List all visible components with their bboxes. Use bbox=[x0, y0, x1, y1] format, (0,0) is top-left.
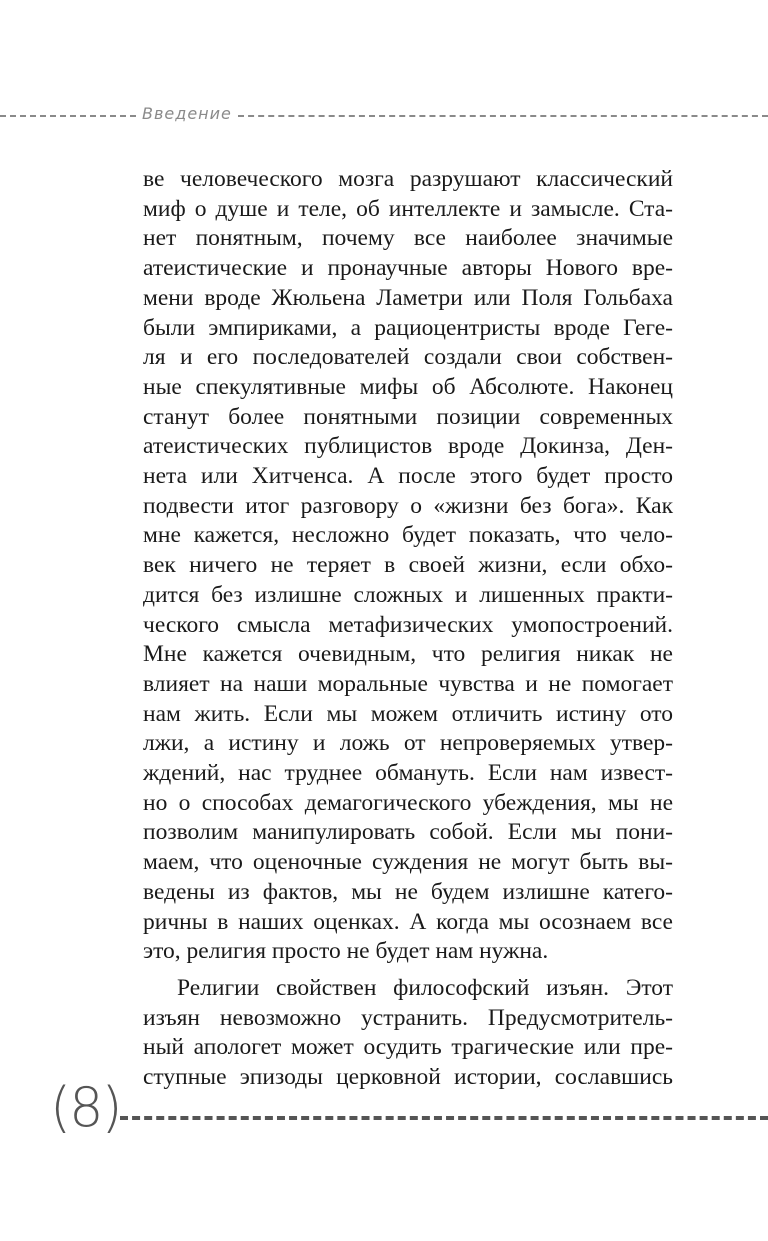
text-line: ля и его последователей создали свои собствен- bbox=[143, 344, 673, 371]
page-number-value: 8 bbox=[69, 1076, 102, 1139]
body-text bbox=[143, 165, 673, 1093]
text-line: ве человеческого мозга разрушают классический bbox=[143, 166, 673, 192]
text-line: ждений, нас труднее обмануть. Если нам извест- bbox=[143, 760, 673, 787]
text-line: атеистические и пронаучные авторы Нового вре- bbox=[143, 255, 673, 282]
text-line: влияет на наши моральные чувства и не помогает bbox=[143, 670, 673, 697]
text-line: дится без излишне сложных и лишенных практи- bbox=[143, 581, 673, 608]
text-line: мне кажется, несложно будет показать, что чело- bbox=[143, 522, 673, 549]
running-header bbox=[0, 104, 768, 128]
text-line: атеистических публицистов вроде Докинза, Ден- bbox=[143, 433, 673, 460]
page-footer bbox=[50, 1072, 768, 1144]
text-line: были эмпириками, а рациоцентристы вроде Геге- bbox=[143, 314, 673, 341]
text-line: ческого смысла метафизических умопостроений. bbox=[143, 611, 673, 638]
text-line: лжи, а истину и ложь от непроверяемых утвер- bbox=[143, 730, 673, 757]
header-dashed-rule-right bbox=[238, 115, 768, 117]
text-line: ступные эпизоды церковной истории, сославшись bbox=[143, 1064, 673, 1091]
text-line: миф о душе и теле, об интеллекте и замысле. Ста- bbox=[143, 195, 673, 222]
text-line: станут более понятными позиции современных bbox=[143, 403, 673, 430]
text-line: ведены из фактов, мы не будем излишне катего- bbox=[143, 878, 673, 905]
text-line: Мне кажется очевидным, что религия никак не bbox=[143, 641, 673, 668]
section-title: Введение bbox=[142, 104, 232, 123]
text-line-paragraph-end: это, религия просто не будет нам нужна. bbox=[143, 938, 549, 965]
text-line: ные спекулятивные мифы об Абсолюте. Наконец bbox=[143, 373, 673, 400]
text-line: мени вроде Жюльена Ламетри или Поля Гольбаха bbox=[143, 284, 673, 311]
text-line: нета или Хитченса. А после этого будет просто bbox=[143, 463, 673, 490]
text-line: ричны в наших оценках. А когда мы осознаем все bbox=[143, 908, 673, 935]
text-line-paragraph-start: Религии свойствен философский изъян. Этот bbox=[177, 974, 673, 1001]
text-line: позволим манипулировать собой. Если мы пони- bbox=[143, 819, 673, 846]
text-line: подвести итог разговору о «жизни без бога». Как bbox=[143, 492, 673, 519]
header-dashed-rule-left bbox=[0, 115, 136, 117]
text-line: маем, что оценочные суждения не могут быть вы- bbox=[143, 849, 673, 876]
text-line: век ничего не теряет в своей жизни, если обхо- bbox=[143, 552, 673, 579]
text-line: нам жить. Если мы можем отличить истину ото bbox=[143, 700, 673, 727]
text-line: изъян невозможно устранить. Предусмотритель- bbox=[143, 1004, 673, 1031]
footer-dashed-rule bbox=[120, 1116, 768, 1120]
text-line: но о способах демагогического убеждения, мы не bbox=[143, 789, 673, 816]
text-line: ный апологет может осудить трагические или пре- bbox=[143, 1034, 673, 1061]
text-line: нет понятным, почему все наиболее значимые bbox=[143, 225, 673, 252]
page-number: (8) bbox=[50, 1076, 121, 1139]
